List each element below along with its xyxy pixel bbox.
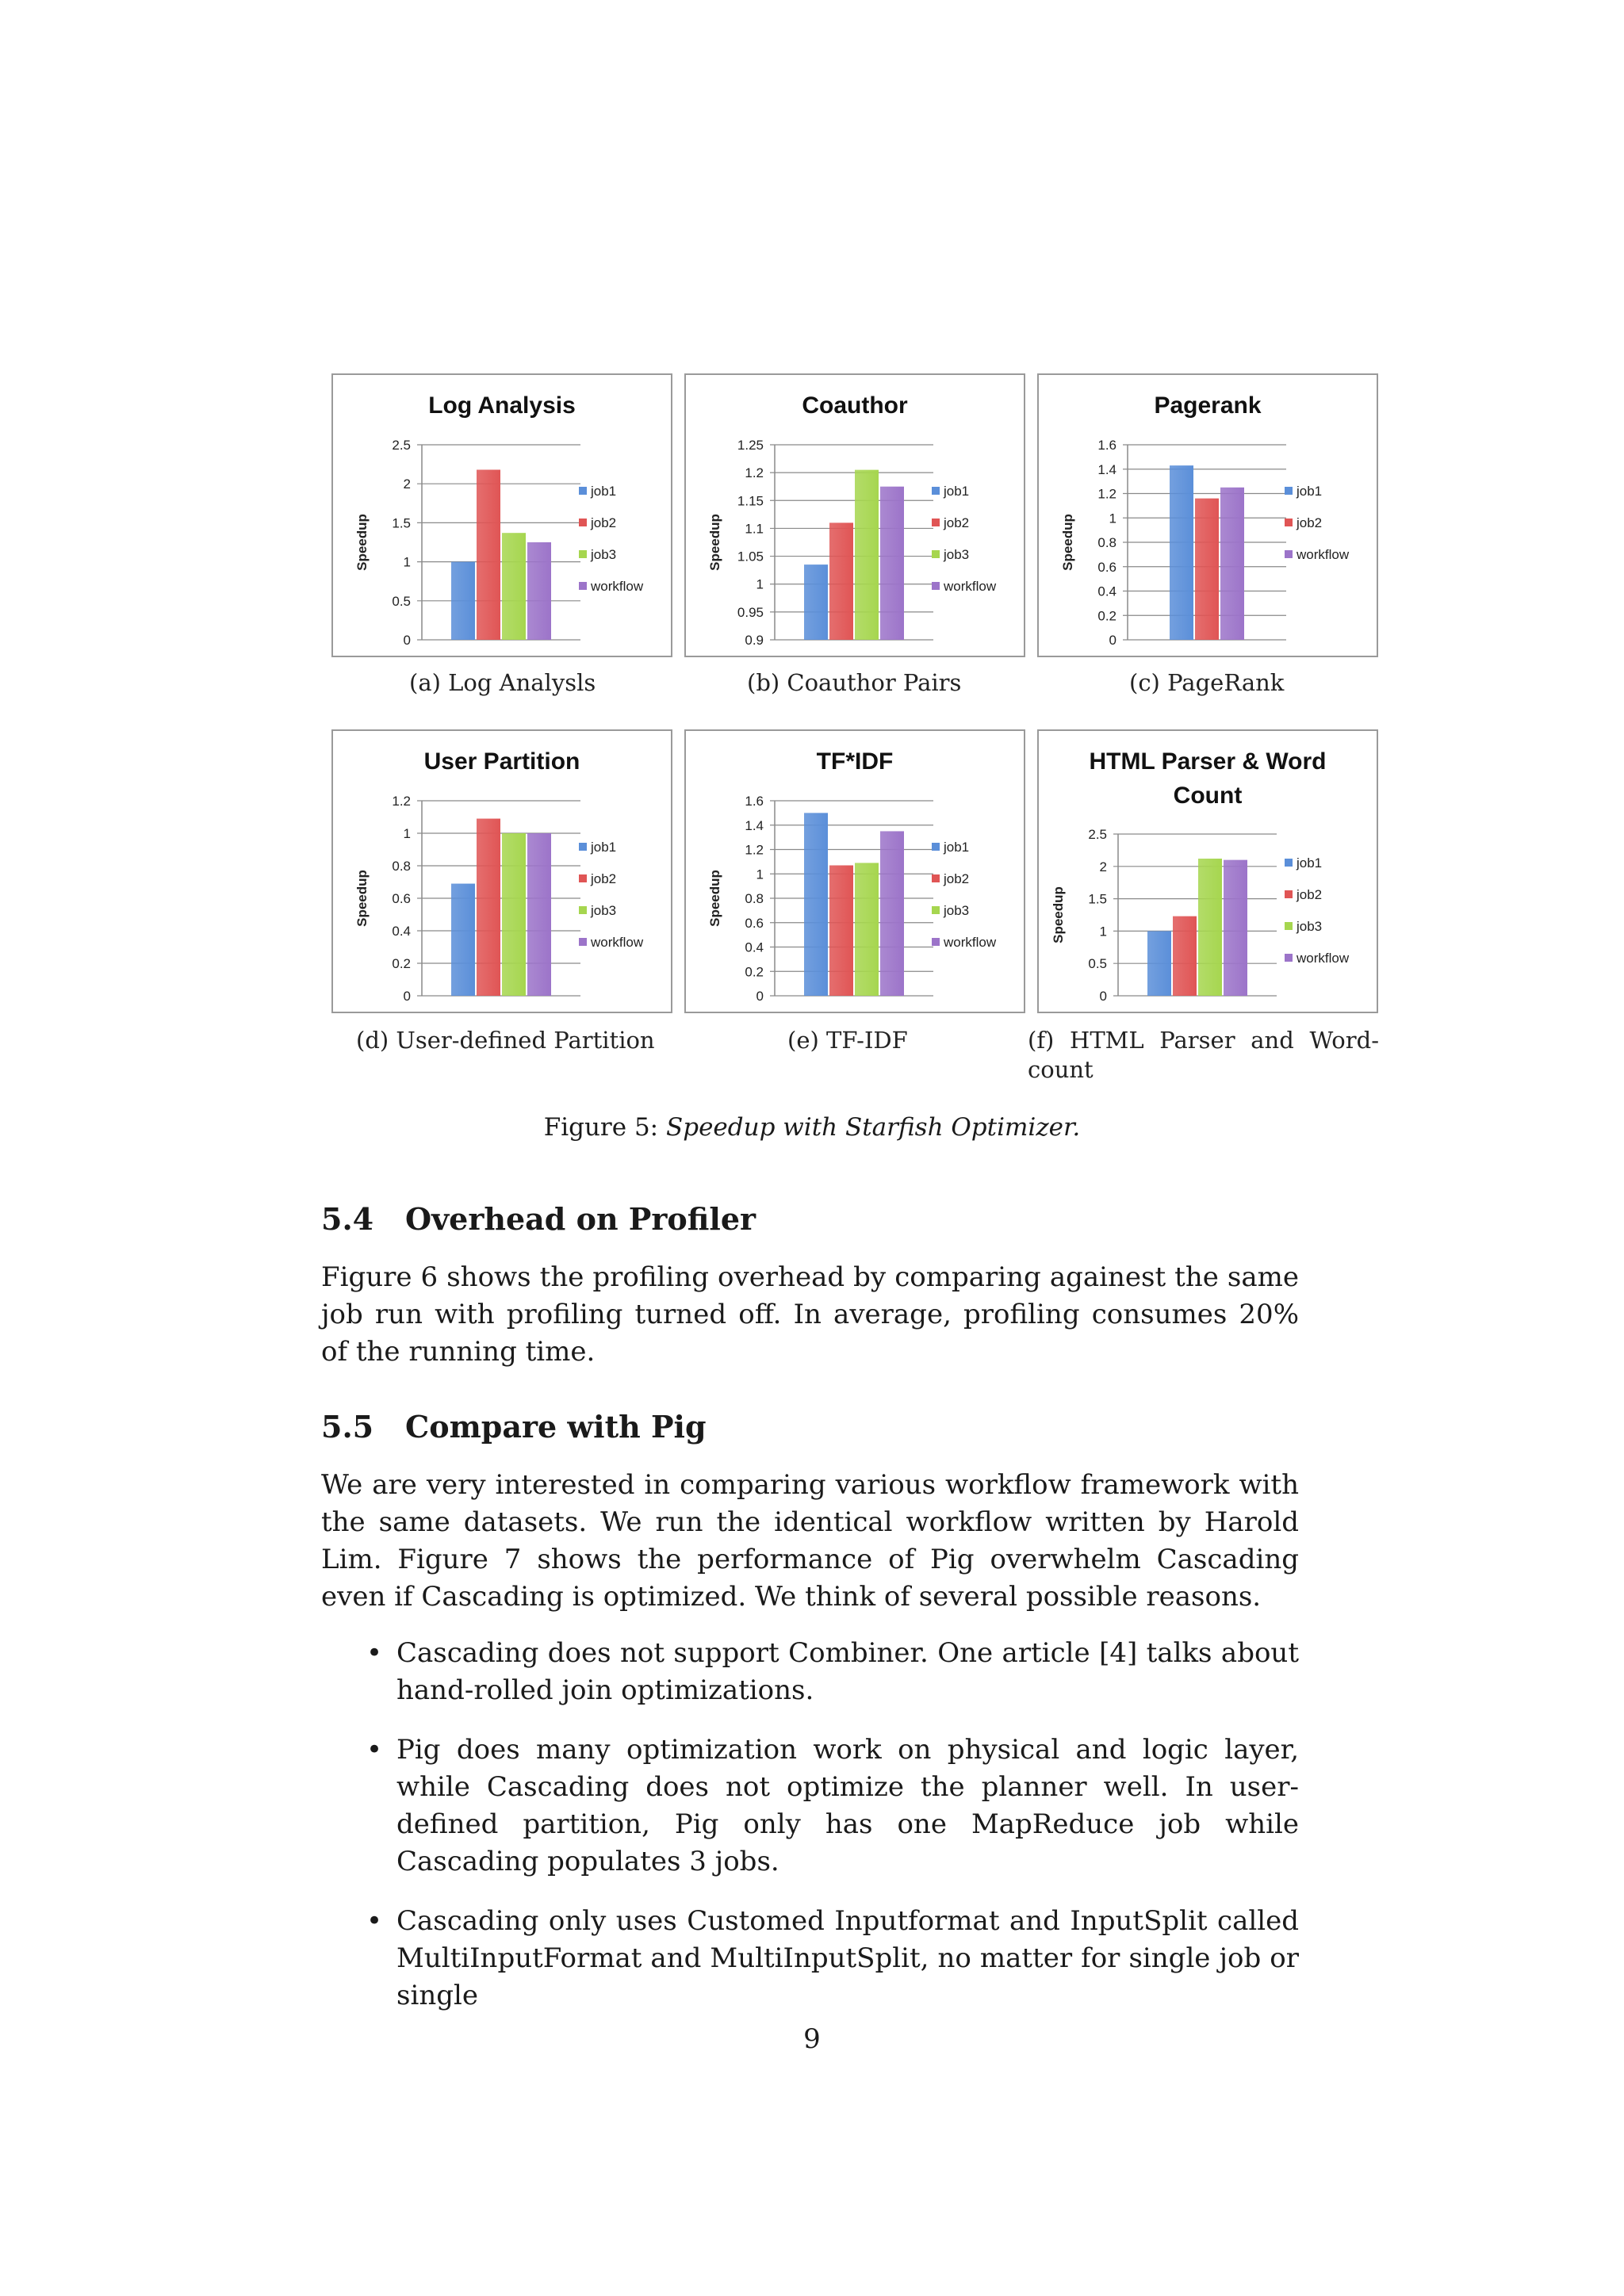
legend-swatch [1285,922,1293,930]
bar-job2 [829,865,853,996]
page-number: 9 [803,2023,821,2055]
legend-swatch [1285,859,1293,867]
paragraph: Figure 6 shows the profiling overhead by comparing againest the same job run with profiling turned off. In average, profiling consumes 20% of the running time. [321,1261,1299,1368]
chart-title: Log Analysis [428,392,576,419]
tick-label: 0.5 [392,593,411,609]
y-axis-label: Speedup [354,870,370,927]
bullet-list [321,1635,1299,2037]
legend-swatch [579,938,587,946]
section-heading [321,1409,707,1445]
section-number: 5.4 [321,1201,374,1237]
caption-f [1028,1026,1379,1085]
bar-workflow [1224,860,1247,996]
list-item [321,1732,1299,1881]
tick-label: 1.2 [745,465,764,481]
chart-title: User Partition [423,748,580,775]
legend-swatch [932,519,940,526]
chart-svg [686,731,1024,1012]
tick-label: 0.2 [745,964,764,980]
legend-label: workflow [944,935,997,950]
tick-label: 1.2 [392,794,411,809]
bar-job2 [1173,916,1197,996]
chart-title: HTML Parser & Word [1089,748,1327,775]
bar-workflow [880,831,904,996]
tick-label: 0.6 [1097,559,1116,575]
section-number: 5.5 [321,1409,374,1445]
legend-swatch [932,487,940,495]
bar-job3 [855,470,879,640]
legend-label: job3 [1297,919,1323,934]
bar-job3 [1198,859,1222,996]
legend-swatch [1285,890,1293,898]
legend-label: job1 [591,484,617,499]
tick-label: 1.2 [745,842,764,858]
legend-swatch [932,938,940,946]
tick-label: 0.4 [1097,584,1116,599]
tick-label: 1 [403,554,411,570]
legend-label: job2 [591,515,617,530]
bar-workflow [527,833,551,996]
tick-label: 1 [1099,924,1107,939]
tick-label: 0.6 [745,915,764,931]
figure-caption [0,1113,1624,1142]
tick-label: 0.2 [392,956,411,971]
legend-swatch [1285,487,1293,495]
chart-title: Pagerank [1154,392,1262,419]
tick-label: 1.2 [1097,486,1116,502]
y-axis-label: Speedup [1060,514,1075,571]
chart-svg [1039,731,1377,1012]
chart-title: TF*IDF [816,748,894,775]
legend-swatch [932,906,940,914]
tick-label: 1.4 [745,817,764,833]
chart-title: Count [1173,783,1243,809]
tick-label: 2 [403,476,411,492]
legend-label: workflow [1297,951,1350,966]
bar-job1 [804,564,828,640]
legend-swatch [932,843,940,851]
chart-pagerank [1037,373,1378,657]
legend-swatch [579,550,587,558]
legend-label: workflow [944,579,997,594]
section-heading [321,1201,756,1237]
chart-coauthor [684,373,1025,657]
legend-swatch [932,550,940,558]
tick-label: 1 [756,867,764,882]
chart-svg [686,375,1024,656]
bar-job3 [502,833,526,996]
legend-swatch [579,582,587,590]
tick-label: 0.4 [745,939,764,955]
chart-user-partition [331,729,672,1013]
legend-label: job3 [591,547,617,562]
legend-label: job2 [944,871,970,886]
legend-label: workflow [1297,547,1350,562]
bar-job1 [1170,465,1193,640]
tick-label: 1.15 [737,493,764,509]
legend-label: job2 [944,515,970,530]
tick-label: 1 [403,826,411,841]
legend-label: workflow [591,579,644,594]
figure-text: Speedup with Starfish Optimizer. [665,1113,1081,1142]
tick-label: 0.8 [1097,535,1116,550]
legend-label: job2 [1297,515,1323,530]
tick-label: 0.5 [1088,956,1107,972]
tick-label: 0 [756,989,764,1004]
legend-label: job1 [944,484,970,499]
bar-job1 [804,813,828,996]
bar-workflow [527,542,551,640]
legend-label: job1 [1297,855,1323,871]
legend-swatch [1285,550,1293,558]
tick-label: 1.4 [1097,461,1116,477]
caption-b: (b) Coauthor Pairs [747,669,962,696]
legend-swatch [932,582,940,590]
tick-label: 0 [403,633,411,648]
tick-label: 1.6 [1097,438,1116,453]
list-item-text: Cascading only uses Customed Inputformat and InputSplit called MultiInputFormat and MultiInputSplit, no matter for single job or single [396,1905,1299,2011]
legend-swatch [1285,519,1293,526]
bar-job2 [477,819,500,996]
chart-log-analysis [331,373,672,657]
tick-label: 1 [1109,511,1116,526]
legend-label: job2 [1297,887,1323,902]
list-item-text: Pig does many optimization work on physical and logic layer, while Cascading does not optimize the planner well. In user-defined partition, Pig only has one MapReduce job while Cascading populates 3 jobs. [396,1734,1299,1877]
chart-tfidf [684,729,1025,1013]
chart-svg [333,375,671,656]
caption-a: (a) Log Analysls [409,669,596,696]
legend-label: job3 [591,903,617,918]
tick-label: 0 [403,989,411,1004]
tick-label: 0.4 [392,924,411,939]
legend-swatch [1285,954,1293,962]
tick-label: 0.9 [745,633,764,648]
caption-c: (c) PageRank [1129,669,1285,696]
bar-job1 [1147,931,1171,996]
legend-swatch [579,843,587,851]
list-item [321,1903,1299,2015]
tick-label: 2.5 [1088,827,1107,842]
tick-label: 2 [1099,859,1107,874]
tick-label: 1.1 [745,521,764,537]
legend-label: job1 [944,840,970,855]
y-axis-label: Speedup [707,514,722,571]
legend-swatch [579,874,587,882]
bar-job2 [1195,499,1219,640]
chart-svg [1039,375,1377,656]
tick-label: 0.8 [745,891,764,906]
legend-label: workflow [591,935,644,950]
tick-label: 1.05 [737,549,764,564]
tick-label: 2.5 [392,438,411,453]
list-item-text: Cascading does not support Combiner. One article [4] talks about hand-rolled join optimizations. [396,1637,1299,1706]
chart-title: Coauthor [802,392,908,419]
caption-e: (e) TF-IDF [787,1027,908,1054]
chart-html-parser [1037,729,1378,1013]
tick-label: 0.95 [737,604,764,620]
legend-label: job2 [591,871,617,886]
tick-label: 1.25 [737,438,764,453]
bar-job3 [502,533,526,640]
legend-label: job3 [944,547,970,562]
tick-label: 0 [1109,633,1116,648]
y-axis-label: Speedup [354,514,370,571]
bar-workflow [1220,488,1244,640]
legend-swatch [579,519,587,526]
paragraph: We are very interested in comparing various workflow framework with the same datasets. We run the identical workflow written by Harold Lim. Figure 7 shows the performance of Pig overwhelm Cascading even if Cascading is optimized. We think of several possible reasons. [321,1469,1299,1613]
tick-label: 0 [1099,989,1107,1004]
y-axis-label: Speedup [1051,886,1066,943]
legend-swatch [932,874,940,882]
caption-f-line1: (f) HTML Parser and Word- [1028,1027,1379,1054]
legend-swatch [579,906,587,914]
bar-job2 [477,469,500,640]
bullet-icon: • [366,1905,383,1937]
tick-label: 0.8 [392,859,411,874]
y-axis-label: Speedup [707,870,722,927]
tick-label: 1.5 [1088,891,1107,907]
tick-label: 1.5 [392,515,411,531]
tick-label: 1.6 [745,794,764,809]
bar-job1 [451,562,475,640]
section-title-text: Compare with Pig [405,1409,707,1445]
section-title-text: Overhead on Profiler [405,1201,756,1237]
tick-label: 0.6 [392,891,411,906]
chart-svg [333,731,671,1012]
legend-swatch [579,487,587,495]
tick-label: 0.2 [1097,608,1116,624]
bullet-icon: • [366,1734,383,1766]
caption-f-line2: count [1028,1056,1094,1083]
legend-label: job1 [591,840,617,855]
bar-job3 [855,863,879,996]
bar-job1 [451,884,475,996]
caption-d: (d) User-defined Partition [356,1027,655,1054]
legend-label: job3 [944,903,970,918]
tick-label: 1 [756,576,764,592]
bar-job2 [829,522,853,640]
list-item [321,1635,1299,1709]
figure-label: Figure 5: [543,1113,659,1142]
bar-workflow [880,487,904,640]
bullet-icon: • [366,1637,383,1669]
legend-label: job1 [1297,484,1323,499]
